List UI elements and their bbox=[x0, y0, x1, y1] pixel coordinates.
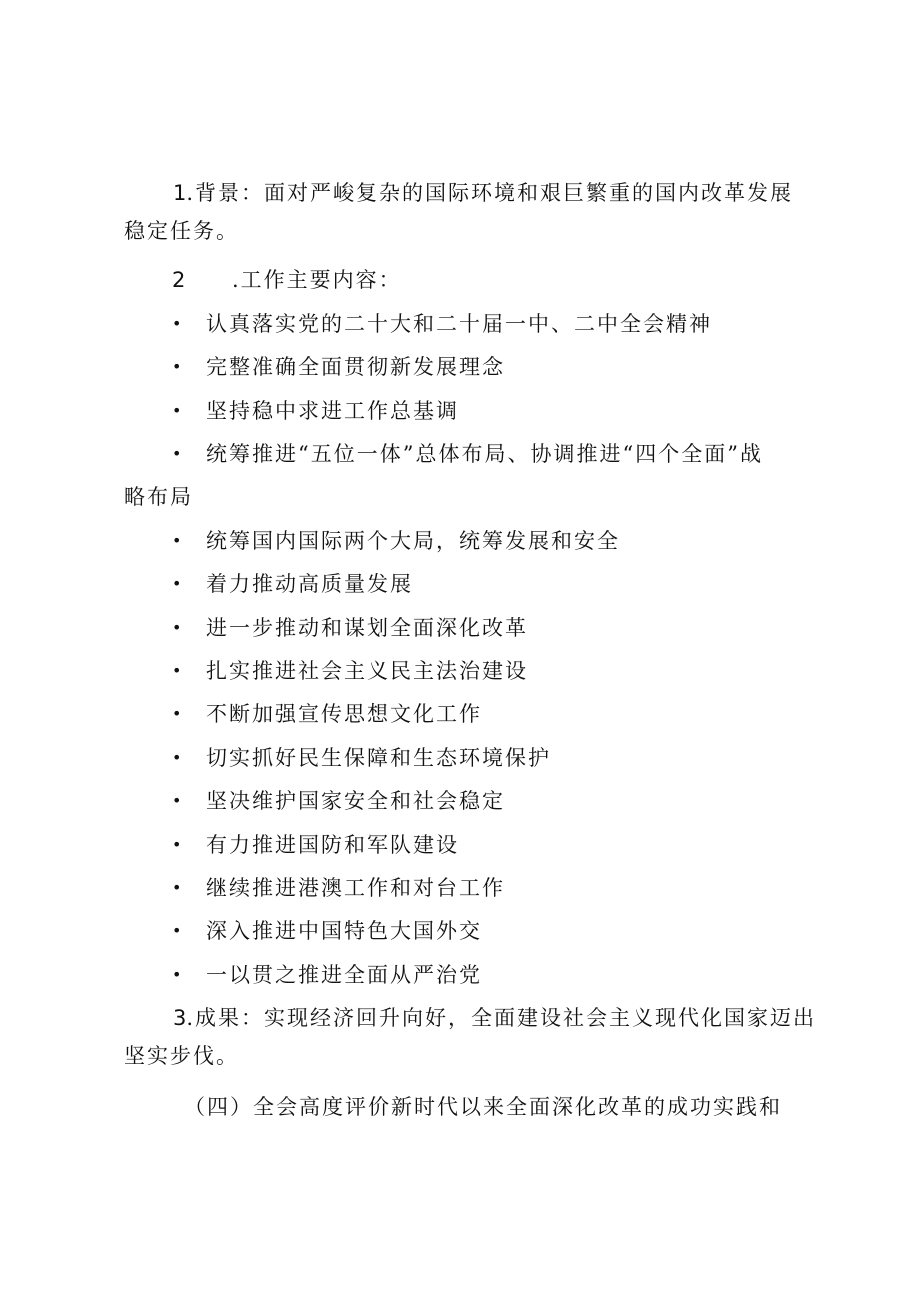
bullet-icon: • bbox=[172, 314, 184, 333]
list-item bbox=[172, 310, 712, 338]
list-item bbox=[172, 397, 459, 425]
list-item-text: 深入推进中国特色大国外交 bbox=[206, 919, 482, 943]
bullet-icon: • bbox=[172, 921, 184, 940]
section-3-text: .成果：实现经济回升向好，全面建设社会主义现代化国家迈出 bbox=[186, 1006, 817, 1030]
section-2-heading-text: .工作主要内容： bbox=[232, 268, 402, 292]
section-3-line-1 bbox=[124, 999, 817, 1037]
bullet-icon: • bbox=[172, 401, 184, 420]
bullet-icon: • bbox=[172, 574, 184, 593]
bullet-icon: • bbox=[172, 444, 184, 463]
section-2-heading bbox=[172, 266, 402, 294]
bullet-icon: • bbox=[172, 835, 184, 854]
list-item-text: 统筹国内国际两个大局，统筹发展和安全 bbox=[206, 529, 620, 553]
list-item bbox=[172, 527, 620, 555]
section-1-number: 1 bbox=[173, 181, 187, 205]
bullet-icon: • bbox=[172, 357, 184, 376]
bullet-icon: • bbox=[172, 748, 184, 767]
bullet-icon: • bbox=[172, 704, 184, 723]
list-item bbox=[172, 657, 528, 685]
list-item-text: 认真落实党的二十大和二十届一中、二中全会精神 bbox=[206, 312, 712, 336]
bullet-icon: • bbox=[172, 531, 184, 550]
list-item-text: 一以贯之推进全面从严治党 bbox=[206, 963, 482, 987]
list-item bbox=[172, 700, 482, 728]
section-3-number: 3 bbox=[173, 1006, 187, 1030]
list-item-text: 着力推动高质量发展 bbox=[206, 572, 413, 596]
list-item bbox=[172, 353, 505, 381]
section-1-text: .背景：面对严峻复杂的国际环境和艰巨繁重的国内改革发展 bbox=[186, 181, 794, 205]
section-4-paragraph bbox=[124, 1088, 814, 1126]
list-item-text: 继续推进港澳工作和对台工作 bbox=[206, 876, 505, 900]
section-2-number: 2 bbox=[172, 268, 186, 292]
list-item-text: 不断加强宣传思想文化工作 bbox=[206, 702, 482, 726]
list-item bbox=[172, 917, 482, 945]
section-1-background bbox=[124, 174, 814, 250]
list-item bbox=[172, 961, 482, 989]
bullet-icon: • bbox=[172, 878, 184, 897]
list-item-text: 统筹推进“五位一体”总体布局、协调推进“四个全面”战 bbox=[206, 442, 763, 466]
list-item-continuation: 略布局 bbox=[124, 485, 193, 509]
list-item-text: 有力推进国防和军队建设 bbox=[206, 833, 459, 857]
section-3-results bbox=[124, 999, 817, 1075]
list-item bbox=[172, 744, 551, 772]
list-item bbox=[172, 874, 505, 902]
section-1-line-1 bbox=[124, 174, 814, 212]
bullet-icon: • bbox=[172, 791, 184, 810]
list-item-text: 切实抓好民生保障和生态环境保护 bbox=[206, 746, 551, 770]
list-item-text: 坚持稳中求进工作总基调 bbox=[206, 399, 459, 423]
list-item bbox=[172, 570, 413, 598]
bullet-icon: • bbox=[172, 661, 184, 680]
list-item-text: 坚决维护国家安全和社会稳定 bbox=[206, 789, 505, 813]
section-3-line-2: 坚实步伐。 bbox=[124, 1044, 239, 1068]
bullet-icon: • bbox=[172, 965, 184, 984]
list-item bbox=[172, 440, 763, 468]
list-item-text: 扎实推进社会主义民主法治建设 bbox=[206, 659, 528, 683]
list-item-text: 进一步推动和谋划全面深化改革 bbox=[206, 616, 528, 640]
list-item bbox=[172, 614, 528, 642]
list-item bbox=[172, 831, 459, 859]
list-item-text: 完整准确全面贯彻新发展理念 bbox=[206, 355, 505, 379]
bullet-icon: • bbox=[172, 618, 184, 637]
section-1-line-2: 稳定任务。 bbox=[124, 219, 239, 243]
list-item bbox=[172, 787, 505, 815]
section-4-line-1: （四）全会高度评价新时代以来全面深化改革的成功实践和 bbox=[184, 1095, 782, 1119]
